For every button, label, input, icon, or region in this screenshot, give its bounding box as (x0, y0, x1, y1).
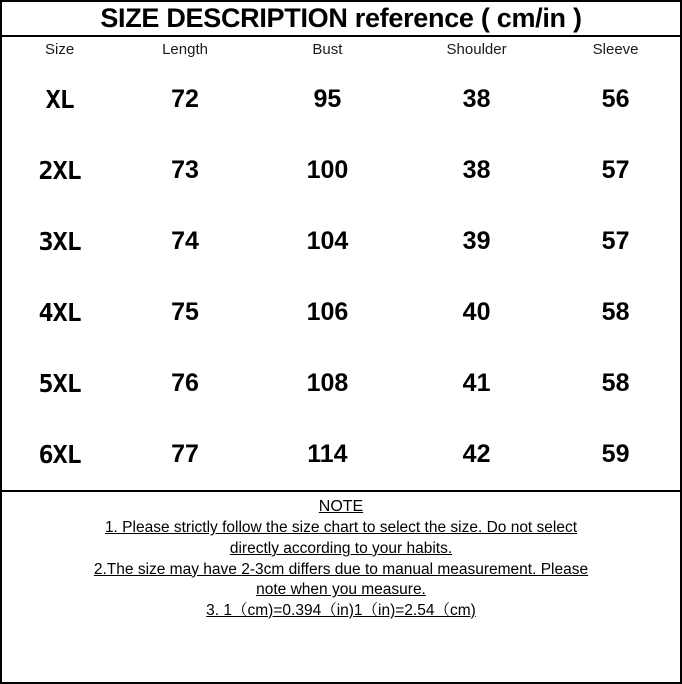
table-row (2, 64, 680, 135)
note-line: note when you measure. (256, 581, 426, 599)
cell-size: 6XL (38, 440, 81, 470)
table-row (2, 419, 680, 490)
note-line: directly according to your habits. (229, 539, 453, 557)
cell-length: 72 (171, 85, 199, 114)
cell-shoulder: 42 (462, 440, 491, 469)
note-line: 1. Please strictly follow the size chart to select the size. Do not select (104, 519, 578, 537)
column-header-size: Size (45, 41, 75, 59)
cell-size: XL (45, 85, 74, 115)
cell-bust: 95 (313, 85, 342, 114)
cell-length: 73 (171, 156, 199, 185)
table-header-row (2, 37, 680, 64)
table-row (2, 135, 680, 206)
cell-size: 5XL (38, 369, 81, 399)
cell-shoulder: 41 (462, 369, 491, 398)
cell-sleeve: 57 (601, 227, 630, 256)
cell-shoulder: 40 (462, 298, 491, 327)
cell-bust: 108 (306, 369, 349, 398)
cell-bust: 106 (306, 298, 349, 327)
cell-length: 75 (171, 298, 199, 327)
size-table (2, 37, 680, 490)
cell-bust: 104 (306, 227, 349, 256)
cell-sleeve: 59 (601, 440, 630, 469)
cell-length: 77 (171, 440, 199, 469)
column-header-length: Length (162, 41, 208, 59)
column-header-sleeve: Sleeve (592, 41, 639, 59)
note-line: 2.The size may have 2-3cm differs due to manual measurement. Please (93, 560, 589, 578)
cell-size: 2XL (38, 156, 81, 186)
cell-shoulder: 39 (462, 227, 491, 256)
cell-sleeve: 58 (601, 298, 630, 327)
size-table-wrapper (2, 37, 680, 490)
cell-size: 4XL (38, 298, 81, 328)
cell-shoulder: 38 (462, 85, 491, 114)
cell-bust: 114 (307, 440, 348, 469)
cell-sleeve: 56 (601, 85, 630, 114)
table-row (2, 206, 680, 277)
cell-sleeve: 57 (601, 156, 630, 185)
note-section (2, 492, 680, 682)
cell-length: 76 (171, 369, 199, 398)
column-header-shoulder: Shoulder (446, 41, 507, 59)
cell-length: 74 (171, 227, 199, 256)
cell-shoulder: 38 (462, 156, 491, 185)
column-header-bust: Bust (312, 41, 343, 59)
table-row (2, 348, 680, 419)
table-header (2, 37, 680, 64)
cell-sleeve: 58 (601, 369, 630, 398)
table-body (2, 64, 680, 490)
note-heading: NOTE (318, 498, 364, 516)
note-line: 3. 1（cm)=0.394（in)1（in)=2.54（cm) (206, 601, 476, 619)
cell-size: 3XL (38, 227, 81, 257)
cell-bust: 100 (306, 156, 349, 185)
page-title: SIZE DESCRIPTION reference ( cm/in ) (100, 3, 582, 33)
table-row (2, 277, 680, 348)
